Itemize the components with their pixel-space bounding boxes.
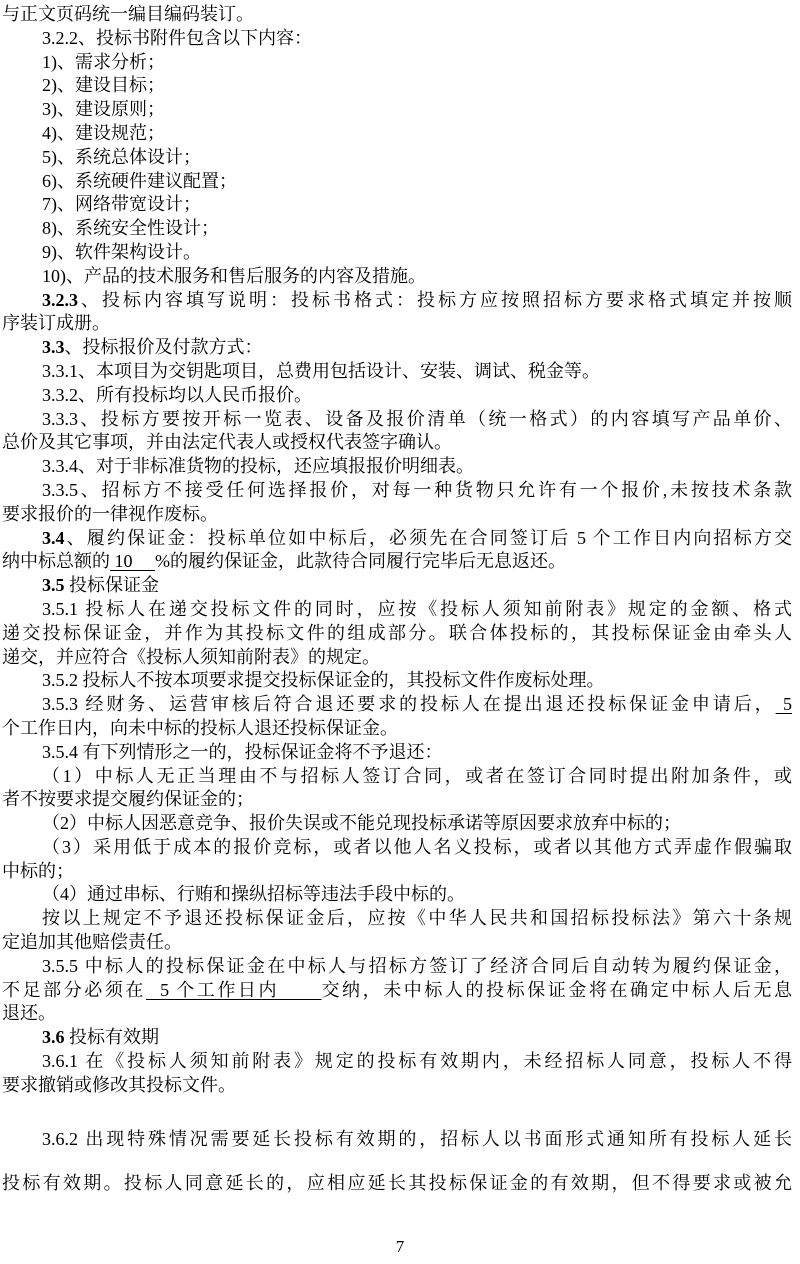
text-segment: 3.6 — [42, 1027, 65, 1048]
text-segment: 投标有效期。投标人同意延长的，应相应延长其投标保证金的有效期，但不得要求或被允 — [2, 1173, 792, 1194]
text-segment: 纳中标总额的 — [2, 551, 110, 572]
text-segment: 3.5.5 中标人的投标保证金在中标人与招标方签订了经济合同后自动转为履约保证金， — [42, 955, 792, 976]
text-line — [2, 98, 792, 122]
text-line — [2, 836, 792, 860]
text-segment: 、履约保证金：投标单位如中标后，必须先在合同签订后 5 个工作日内向招标方交 — [64, 527, 792, 548]
text-line — [2, 265, 792, 289]
text-segment: 6)、系统硬件建议配置； — [42, 170, 237, 191]
text-segment: 不足部分必须在 — [2, 979, 146, 1000]
text-line — [2, 170, 792, 194]
document-body — [2, 3, 792, 1196]
text-line — [2, 979, 792, 1003]
text-segment: 3.5 — [42, 575, 65, 596]
text-line — [2, 3, 792, 27]
text-line — [2, 622, 792, 646]
text-line — [2, 408, 792, 432]
text-segment: 中标的； — [2, 860, 74, 881]
text-segment: 投标保证金 — [64, 575, 159, 596]
text-line — [2, 74, 792, 98]
text-line — [2, 27, 792, 51]
fill-in-blank: 5 — [775, 694, 793, 715]
text-segment: 9)、软件架构设计。 — [42, 241, 201, 262]
text-segment: 、投标报价及付款方式： — [64, 337, 263, 358]
text-segment: 要求撤销或修改其投标文件。 — [2, 1074, 236, 1095]
paragraph-3-6-2 — [2, 1128, 792, 1197]
text-segment: （1）中标人无正当理由不与招标人签订合同，或者在签订合同时提出附加条件，或 — [42, 765, 792, 786]
text-line — [2, 788, 792, 812]
text-line — [2, 646, 792, 670]
text-segment: 个工作日内，向未中标的投标人退还投标保证金。 — [2, 717, 398, 738]
text-line — [2, 860, 792, 884]
text-segment: 10)、产品的技术服务和售后服务的内容及措施。 — [42, 265, 426, 286]
text-segment: 总价及其它事项，并由法定代表人或授权代表签字确认。 — [2, 432, 452, 453]
text-segment: 2)、建设目标； — [42, 75, 165, 96]
fill-in-blank: 5 个工作日内 — [146, 979, 322, 1000]
text-segment: 3.3.2、所有投标均以人民币报价。 — [42, 384, 312, 405]
text-segment: 3.3.5、招标方不接受任何选择报价，对每一种货物只允许有一个报价,未按技术条款 — [42, 479, 792, 500]
text-line — [2, 598, 792, 622]
text-line — [2, 193, 792, 217]
text-line — [2, 455, 792, 479]
text-segment: 3.5.1 投标人在递交投标文件的同时，应按《投标人须知前附表》规定的金额、格式 — [42, 598, 792, 619]
text-line — [2, 550, 792, 574]
text-line — [2, 1026, 792, 1050]
text-line — [2, 1172, 792, 1196]
text-segment: 投标有效期 — [64, 1027, 159, 1048]
text-segment: 5)、系统总体设计； — [42, 146, 201, 167]
text-segment: 序装订成册。 — [2, 313, 110, 334]
text-line — [2, 1002, 792, 1026]
text-line — [2, 336, 792, 360]
text-segment: 3.5.2 投标人不按本项要求提交投标保证金的，其投标文件作废标处理。 — [42, 670, 605, 691]
text-segment: 3.3 — [42, 337, 65, 358]
text-line — [2, 384, 792, 408]
text-segment: 3)、建设原则； — [42, 99, 165, 120]
text-line — [2, 717, 792, 741]
text-line — [2, 217, 792, 241]
text-line — [2, 955, 792, 979]
text-line — [2, 741, 792, 765]
text-segment: 交纳，未中标人的投标保证金将在确定中标人后无息 — [321, 979, 793, 1000]
text-line — [2, 574, 792, 598]
text-line — [2, 360, 792, 384]
text-line — [2, 241, 792, 265]
text-segment: 递交，并应符合《投标人须知前附表》的规定。 — [2, 646, 380, 667]
text-segment: 1)、需求分析； — [42, 51, 165, 72]
text-line — [2, 312, 792, 336]
text-segment: 定追加其他赔偿责任。 — [2, 932, 182, 953]
text-line — [2, 527, 792, 551]
text-segment: 3.3.4、对于非标准货物的投标，还应填报报价明细表。 — [42, 456, 474, 477]
text-segment: 3.3.1、本项目为交钥匙项目，总费用包括设计、安装、调试、税金等。 — [42, 360, 600, 381]
text-segment: 要求报价的一律视作废标。 — [2, 503, 218, 524]
text-segment: 3.6.1 在《投标人须知前附表》规定的投标有效期内，未经招标人同意，投标人不得 — [42, 1051, 792, 1072]
text-line — [2, 883, 792, 907]
text-segment: 者不按要求提交履约保证金的； — [2, 789, 254, 810]
lines-main — [2, 3, 792, 1098]
text-line — [2, 907, 792, 931]
text-segment: 退还。 — [2, 1003, 56, 1024]
text-line — [2, 431, 792, 455]
text-segment: 递交投标保证金，并作为其投标文件的组成部分。联合体投标的，其投标保证金由牵头人 — [2, 622, 792, 643]
text-segment: （4）通过串标、行贿和操纵招标等违法手段中标的。 — [42, 884, 465, 905]
text-segment: %的履约保证金，此款待合同履行完毕后无息返还。 — [155, 551, 566, 572]
text-line — [2, 1074, 792, 1098]
text-line — [2, 1128, 792, 1152]
text-segment: （2）中标人因恶意竞争、报价失误或不能兑现投标承诺等原因要求放弃中标的； — [42, 813, 681, 834]
text-segment: 3.2.2、投标书附件包含以下内容： — [42, 27, 312, 48]
text-line — [2, 479, 792, 503]
text-segment: 3.3.3、投标方要按开标一览表、设备及报价清单（统一格式）的内容填写产品单价、 — [42, 408, 792, 429]
text-line — [2, 122, 792, 146]
text-line — [2, 765, 792, 789]
text-segment: 7)、网络带宽设计； — [42, 194, 201, 215]
fill-in-blank: 10 — [110, 551, 155, 572]
text-line — [2, 51, 792, 75]
page-number: 7 — [395, 1237, 405, 1256]
text-segment: （3）采用低于成本的报价竞标，或者以他人名义投标，或者以其他方式弄虚作假骗取 — [42, 836, 792, 857]
text-line — [2, 931, 792, 955]
text-segment: 与正文页码统一编目编码装订。 — [2, 4, 254, 24]
text-segment: 4)、建设规范； — [42, 122, 165, 143]
text-segment: 3.4 — [42, 527, 65, 548]
text-segment: 按以上规定不予退还投标保证金后，应按《中华人民共和国招标投标法》第六十条规 — [42, 908, 792, 929]
text-segment: 3.2.3 — [42, 289, 78, 310]
text-line — [2, 503, 792, 527]
text-segment: 、投标内容填写说明：投标书格式：投标方应按照招标方要求格式填定并按顺 — [78, 289, 792, 310]
text-segment: 8)、系统安全性设计； — [42, 218, 219, 239]
text-line — [2, 812, 792, 836]
text-segment: 3.5.3 经财务、运营审核后符合退还要求的投标人在提出退还投标保证金申请后， — [42, 694, 776, 715]
text-line — [2, 146, 792, 170]
text-segment: 3.6.2 出现特殊情况需要延长投标有效期的，招标人以书面形式通知所有投标人延长 — [42, 1128, 792, 1149]
text-line — [2, 693, 792, 717]
text-segment: 3.5.4 有下列情形之一的，投标保证金将不予退还： — [42, 741, 443, 762]
text-line — [2, 1050, 792, 1074]
text-line — [2, 289, 792, 313]
text-line — [2, 669, 792, 693]
